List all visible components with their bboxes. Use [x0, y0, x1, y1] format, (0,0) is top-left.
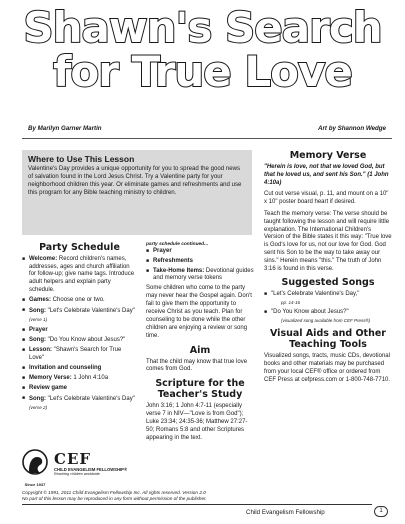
child-silhouette-icon [22, 449, 48, 479]
logo-mark-text: CEF [54, 450, 92, 468]
where-to-use-box [22, 150, 252, 235]
scripture-text: John 3:16; 1 John 4:7-11 (especially verse 7 in NIV—"Love is from God"); Luke 23:34; 24:35-36; Matthew 27:27-50; Romans 5:8 and other Scriptures appearing in the text. [146, 403, 248, 441]
visual-aids-heading: Visual Aids and Other Teaching Tools [270, 328, 386, 351]
visual-aids-text: Visualized songs, tracts, music CDs, devotional books and other materials may be purchased from your local CEF® office or ordered from CEF Press at cefpress.com or 1-800-748-7710. [264, 353, 391, 383]
since-label: Since 1937 [24, 482, 46, 487]
list-item: ■ Song: "Let's Celebrate Valentine's Day" (verse 2) [22, 395, 137, 412]
party-heading: Party Schedule [39, 242, 120, 253]
party-list-continued [146, 248, 254, 283]
counseling-paragraph: Some children who come to the party may never hear the Gospel again. Don't fail to give them the opportunity to receive Christ as you teach. Plan for counseling to be done while the other children are enjoying a review or song time. [146, 285, 252, 339]
page-title [0, 3, 405, 96]
logo-full-name: CHILD EVANGELISM FELLOWSHIP® [54, 467, 128, 472]
footer-org: Child Evangelism Fellowship [246, 509, 325, 516]
middle-column [146, 242, 254, 447]
author-credit: By Marilyn Garner Martin [28, 125, 102, 132]
title-line-2: for True Love [53, 47, 352, 96]
list-item: ■ Prayer [22, 327, 137, 335]
list-item: ■ Song: "Let's Celebrate Valentine's Day" (verse 1) [22, 307, 137, 324]
list-item: ■ Song: "Do You Know about Jesus?" [22, 337, 137, 345]
memory-verse-heading: Memory Verse [289, 150, 367, 161]
cef-logo [22, 446, 142, 482]
where-text: Valentine's Day provides a unique opportunity for you to spread the good news of salvation found in the Lord Jesus Christ. Try a Valentine party for your neighborhood children this year. Or eliminate games and refreshments and use this program for any Bible teaching ministry to children. [28, 165, 242, 196]
list-item: ■ Memory Verse: 1 John 4:10a [22, 375, 137, 383]
list-item: ■ Lesson: "Shawn's Search for True Love" [22, 347, 137, 362]
verse-visual-note: Cut out verse visual, p. 11, and mount on a 10" x 10" poster board heart if desired. [264, 191, 389, 206]
continued-label: party schedule continued... [146, 242, 209, 247]
list-item: ■ Welcome: Record children's names, addresses, ages and church affiliation for follow-up; give name tags. Introduce adult helpers and explain party schedule. [22, 256, 137, 295]
list-item: ■ "Do You Know about Jesus?" (visualized song available from CEF Press®) [264, 309, 392, 324]
artist-credit: Art by Shannon Wedge [318, 125, 386, 132]
verse-teaching-note: Teach the memory verse: The verse should be taught following the lesson and will require little explanation. The International Children's Version of the Bible states it this way: "True love is God's love for us, not our love for God. God sent his Son to be the way to take away our sins." Herein means "this." The truth of John 3:16 is found in this verse. [264, 210, 392, 272]
party-list [22, 256, 137, 412]
list-item: ■ Take-Home Items: Devotional guides and memory verse tokens [146, 268, 254, 283]
footer-rule [22, 504, 372, 505]
list-item: ■ Invitation and counseling [22, 365, 137, 373]
list-item: ■ Games: Choose one or two. [22, 297, 137, 305]
songs-heading: Suggested Songs [281, 277, 375, 289]
logo-tagline: Reaching children worldwide [54, 472, 100, 476]
party-schedule [22, 242, 137, 415]
page-number: 1 [374, 506, 388, 517]
copyright-notice: Copyright © 1991, 2011 Child Evangelism Fellowship Inc. All rights reserved. Version 2.0 No part of this lesson may be reproduced in any form without permission of the publisher. [22, 490, 207, 501]
right-column [264, 150, 392, 389]
aim-heading: Aim [189, 344, 211, 356]
scripture-heading: Scripture for the Teacher's Study [155, 378, 245, 401]
aim-text: That the child may know that true love comes from God. [146, 358, 248, 373]
list-item: ■ "Let's Celebrate Valentine's Day," pp. 14-16 [264, 291, 392, 306]
title-line-1: Shawn's Search [23, 3, 382, 52]
list-item: ■ Review game [22, 385, 137, 393]
songs-list [264, 291, 392, 324]
list-item: ■ Prayer [146, 248, 254, 256]
list-item: ■ Refreshments [146, 258, 254, 266]
memory-verse-text: "Herein is love, not that we loved God, but that he loved us, and sent his Son." (1 John 4:10a) [264, 164, 389, 186]
where-heading: Where to Use This Lesson [28, 154, 135, 164]
byline-bar [22, 125, 392, 139]
